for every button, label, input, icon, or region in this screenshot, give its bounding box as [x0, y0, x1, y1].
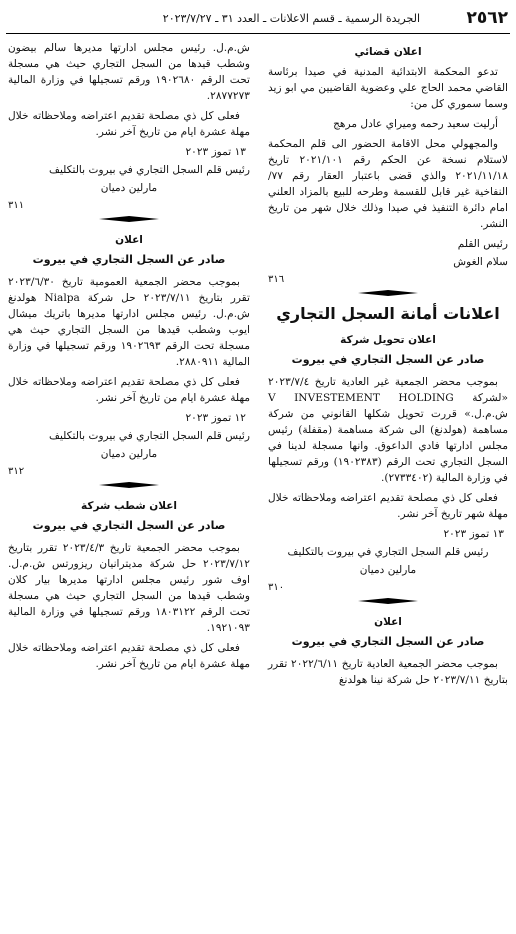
judicial-paragraph: والمجهولي محل الاقامة الحضور الى قلم المحكمة لاستلام نسخة عن الحكم رقم ٢٠٢١/١٠١ تاريخ ٢٠٢١/١١/١٨ والذي قضى باعتبار العقار رقم ٧٧/ النفاخية غير قابل للقسمة وطرحه للبيع بالمزاد العلني امام دائرة التنفيذ في صيدا وذلك خلال شهر من تاريخ النشر. [268, 138, 509, 230]
signature-name: سلام الغوش [453, 256, 508, 268]
notice-source: صادر عن السجل التجاري في بيروت [291, 353, 485, 366]
notice-paragraph: فعلى كل ذي مصلحة تقديم اعتراضه وملاحظاته خلال مهلة عشرة ايام من تاريخ آخر نشر. [8, 642, 250, 670]
notice-date: ١٣ تموز ٢٠٢٣ [443, 528, 504, 540]
signature-name: مارلين دميان [100, 448, 158, 460]
notice-source: صادر عن السجل التجاري في بيروت [32, 253, 226, 266]
notice-source: صادر عن السجل التجاري في بيروت [32, 519, 226, 532]
notice-paragraph: فعلى كل ذي مصلحة تقديم اعتراضه وملاحظاته خلال مهلة عشرة ايام من تاريخ آخر نشر. [8, 376, 250, 404]
notice-paragraph: فعلى كل ذي مصلحة تقديم اعتراضه وملاحظاته خلال مهلة عشرة ايام من تاريخ آخر نشر. [8, 110, 250, 138]
notice-source: صادر عن السجل التجاري في بيروت [291, 635, 485, 648]
notice-paragraph: ش.م.ل. رئيس مجلس ادارتها مديرها سالم بيضون وشطب قيدها من السجل التجاري حيث هي مسجلة تحت الرقم ١٩٠٢٦٨٠ ورقم تسجيلها في وزارة المالية ٢٨٧٧٢٧٣. [8, 42, 250, 102]
signature-title: رئيس قلم السجل التجاري في بيروت بالتكليف [287, 546, 489, 558]
notice-paragraph: بموجب محضر الجمعية العادية تاريخ ٢٠٢٢/٦/١١ تقرر بتاريخ ٢٠٢٣/٧/١١ حل شركة نينا هولدنغ [268, 658, 508, 686]
section-title: اعلانات أمانة السجل التجاري [276, 304, 500, 323]
judicial-names: أرليت سعيد رحمه وميراي عادل مرهج [333, 118, 498, 130]
notice-paragraph: بموجب محضر الجمعية تاريخ ٢٠٢٣/٤/٣ تقرر بتاريخ ٢٠٢٣/٧/١٢ حل شركة مديترانيان ريزورتس ش.م.ل. اوف شور رئيس مجلس ادارتها مديرها بيار كلان وشطب قيدها من السجل التجاري حيث هي مسجلة تحت الرقم ١٨٠٣١٢٢ ورقم تسجيلها في وزارة المالية ١٩٢١٠٩٣. [8, 542, 250, 634]
notice-date: ١٢ تموز ٢٠٢٣ [185, 412, 246, 424]
separator-ornament [268, 598, 508, 608]
left-column [8, 40, 250, 676]
signature-name: مارلين دميان [359, 564, 417, 576]
notice-paragraph: بموجب محضر الجمعية غير العادية تاريخ ٢٠٢٣/٧/٤ «لشركة V INVESTEMENT HOLDING ش.م.ل.» قررت تحويل شكلها القانوني من شركة مساهمة (هولدنغ) الى شركة مساهمة (مقفلة) رئيس مجلس ادارتها فادي الداعوق. وانها مسجلة لدينا في السجل التجاري تحت الرقم (١٩٠٢٣٨٣) ورقم تسجيلها في وزارة المالية (٢٧٣٣٤٠٢). [268, 376, 508, 484]
notice-paragraph: بموجب محضر الجمعية العمومية تاريخ ٢٠٢٣/٦/٣٠ تقرر بتاريخ ٢٠٢٣/٧/١١ حل شركة Nialpa هولدنغ ش.م.ل. رئيس مجلس ادارتها مديرها باتريك ميشال ايوب وشطب قيدها من السجل التجاري حيث هي مسجلة تحت الرقم ١٩٠٢٦٩٣ ورقم تسجيلها في وزارة المالية ٢٨٨٠٩١١. [8, 276, 250, 368]
notice-heading: اعلان تحويل شركة [340, 334, 436, 346]
right-column [268, 40, 508, 692]
signature-title: رئيس قلم السجل التجاري في بيروت بالتكليف [48, 430, 250, 442]
notice-heading: اعلان شطب شركة [80, 500, 178, 512]
header-title: الجريدة الرسمية ـ قسم الاعلانات ـ العدد ٣١ ـ ٢٠٢٣/٧/٢٧ [162, 12, 420, 25]
page-header [6, 6, 510, 34]
notice-heading: اعلان [115, 234, 143, 246]
notice-number: ٣١٠ [268, 582, 285, 593]
judicial-heading: اعلان قضائي [354, 46, 422, 58]
judicial-paragraph: تدعو المحكمة الابتدائية المدنية في صيدا برئاسة القاضي محمد الحاج علي وعضوية القاضيين مي ابو زيد وسما سموري كل من: [268, 66, 508, 110]
signature-name: مارلين دميان [100, 182, 158, 194]
separator-ornament [8, 482, 250, 492]
notice-number: ٣١١ [8, 200, 25, 211]
notice-paragraph: فعلى كل ذي مصلحة تقديم اعتراضه وملاحظاته خلال مهلة شهر تاريخ آخر نشر. [268, 492, 508, 520]
separator-ornament [8, 216, 250, 226]
page-number: ٢٥٦٢ [466, 8, 508, 28]
notice-heading: اعلان [374, 616, 402, 628]
header-rule [6, 33, 510, 34]
separator-ornament [268, 290, 508, 300]
signature-title: رئيس القلم [457, 238, 508, 250]
notice-number: ٣١٢ [8, 466, 25, 477]
signature-title: رئيس قلم السجل التجاري في بيروت بالتكليف [48, 164, 250, 176]
notice-date: ١٣ تموز ٢٠٢٣ [185, 146, 246, 158]
notice-number: ٣١٦ [268, 274, 285, 285]
